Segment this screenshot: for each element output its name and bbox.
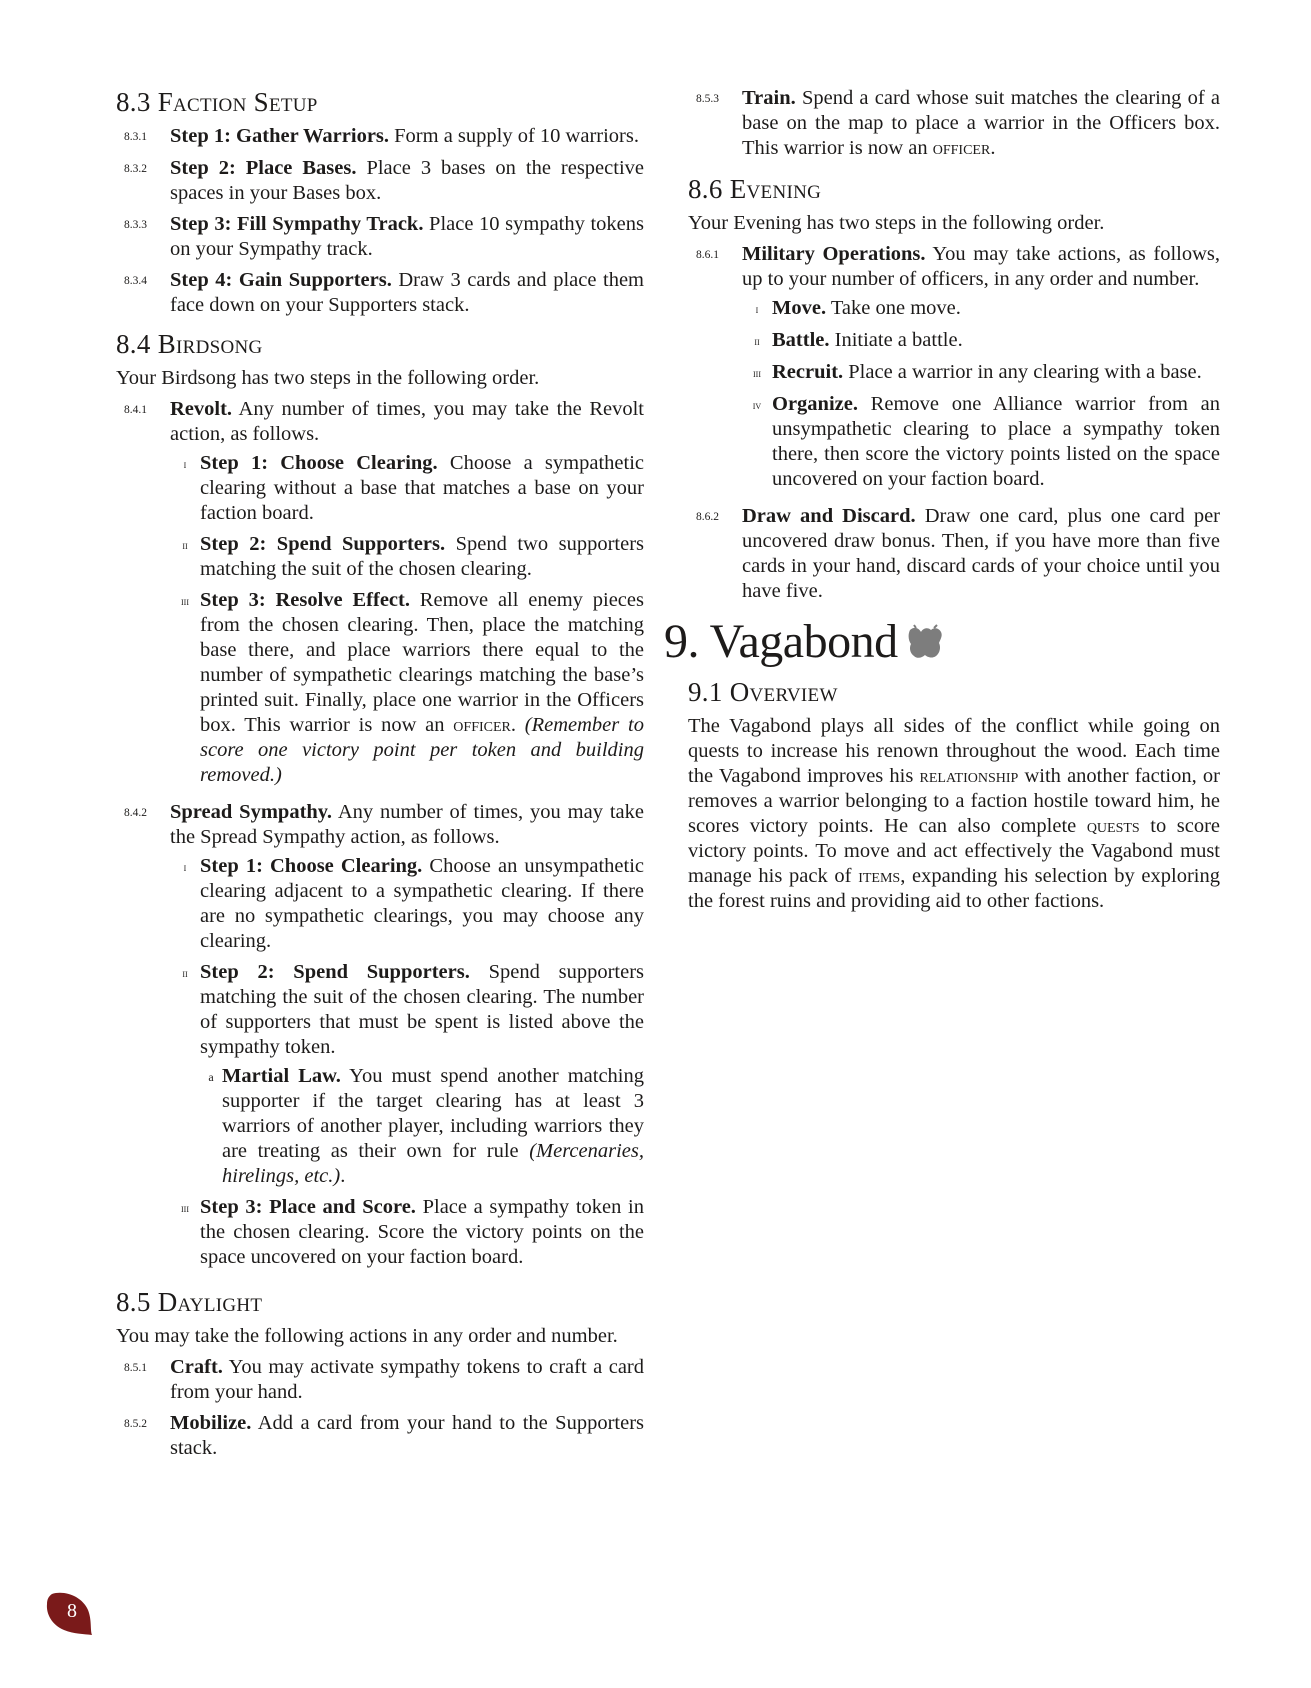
rule-item-spread-sympathy — [116, 800, 644, 1276]
rule-lead: Train. — [742, 87, 796, 109]
rule-text — [742, 242, 1220, 292]
substep — [170, 854, 644, 954]
rule-body: Place 10 sympathy tokens on your Sympathy track. — [170, 213, 645, 260]
rule-lead: Draw and Discard. — [742, 505, 916, 527]
rule-item-revolt — [116, 397, 644, 794]
substep-number: iii — [181, 1201, 189, 1215]
chapter-title: 9. Vagabond — [664, 615, 898, 668]
sub-substep-body: You must spend another matching supporter if the target clearing has at least 3 warriors of another player, including warriors they are treating as their own for rule — [222, 1065, 644, 1162]
substep-number: i — [183, 860, 187, 874]
left-column — [116, 86, 644, 1469]
substep-text — [200, 451, 644, 526]
rule-text — [170, 124, 644, 150]
section-intro: You may take the following actions in any order and number. — [116, 1325, 618, 1347]
reminder-text: (Mercenaries, hirelings, etc.) — [222, 1140, 644, 1187]
section-number: 8.6 — [688, 174, 723, 204]
substep-number: ii — [182, 538, 188, 552]
section-number: 8.3 — [116, 87, 151, 117]
operation-item — [742, 392, 1220, 492]
operation-number: ii — [754, 334, 760, 348]
rule-text — [742, 86, 1220, 161]
sub-substep-body: . — [340, 1165, 346, 1187]
page-number: 8 — [67, 1600, 77, 1622]
rule-number: 8.5.3 — [696, 93, 719, 105]
rule-item — [116, 124, 644, 150]
rule-number: 8.5.2 — [124, 1418, 147, 1430]
sub-substep-lead: Martial Law. — [222, 1065, 341, 1087]
section-heading — [688, 676, 1220, 708]
substep — [170, 588, 644, 788]
rule-lead: Step 1: Gather Warriors. — [170, 125, 390, 147]
substep — [170, 1195, 644, 1270]
right-column — [664, 86, 1220, 922]
substep-body: Choose a sympathetic clearing without a base that matches a base on your faction board. — [200, 452, 644, 524]
rule-body: Form a supply of 10 warriors. — [389, 125, 639, 147]
section-8-6 — [688, 173, 1220, 604]
rule-lead: Step 2: Place Bases. — [170, 157, 357, 179]
keyword: officer — [453, 714, 511, 736]
section-8-4 — [116, 328, 644, 1276]
rule-lead: Mobilize. — [170, 1412, 252, 1434]
operation-body: Initiate a battle. — [829, 329, 963, 351]
rule-number: 8.3.4 — [124, 275, 147, 287]
operation-lead: Battle. — [772, 329, 830, 351]
rule-body: You may take actions, as follows, up to your number of officers, in any order and number. — [742, 243, 1220, 290]
rule-item-military-operations — [688, 242, 1220, 498]
section-heading — [116, 328, 644, 360]
rule-text — [170, 212, 644, 262]
substep-text — [200, 532, 644, 582]
substep-body: . — [510, 714, 525, 736]
rule-number: 8.4.1 — [124, 404, 147, 416]
rule-item — [116, 1411, 644, 1461]
section-intro: Your Evening has two steps in the following order. — [688, 212, 1105, 234]
keyword: items — [858, 865, 901, 887]
section-8-3 — [116, 86, 644, 318]
keyword: officer — [932, 137, 991, 159]
rule-text — [170, 397, 644, 447]
sub-substep-letter: a — [208, 1070, 214, 1084]
rule-body: . — [990, 137, 996, 159]
reminder-text: (Remember to score one victory point per token and building removed.) — [200, 714, 644, 786]
operation-item — [742, 360, 1220, 386]
rule-text — [170, 1355, 644, 1405]
overview-text: to score victory points. To move and act effectively the Vagabond must manage his pack of — [688, 815, 1220, 887]
chapter-heading-vagabond — [664, 614, 1220, 670]
section-number: 8.5 — [116, 1287, 151, 1317]
overview-text: , expanding his selection by exploring the forest ruins and providing aid to other factions. — [688, 865, 1220, 912]
rule-body: Spend a card whose suit matches the clearing of a base on the map to place a warrior in the Officers box. This warrior is now an — [742, 87, 1220, 159]
overview-text: The Vagabond plays all sides of the conflict while going on quests to increase his renown throughout the wood. Each time the Vagabond improves his — [688, 715, 1220, 787]
rule-body: Add a card from your hand to the Supporters stack. — [170, 1412, 644, 1459]
rule-lead: Spread Sympathy. — [170, 801, 333, 823]
section-title: Daylight — [157, 1287, 263, 1317]
substep-lead: Step 2: Spend Supporters. — [200, 533, 446, 555]
substep — [170, 960, 644, 1189]
operation-body: Remove one Alliance warrior from an unsympathetic clearing to place a sympathy token there, then score the victory points listed on the space uncovered on your faction board. — [772, 393, 1220, 490]
keyword: quests — [1086, 815, 1140, 837]
rule-lead: Step 3: Fill Sympathy Track. — [170, 213, 424, 235]
substep-body: Spend supporters matching the suit of the chosen clearing. The number of supporters that must be spent is listed above the sympathy token. — [200, 961, 644, 1058]
section-title: Birdsong — [157, 329, 263, 359]
rule-body: Any number of times, you may take the Revolt action, as follows. — [170, 398, 644, 445]
operation-lead: Recruit. — [772, 361, 844, 383]
substep-number: i — [183, 457, 187, 471]
substep-lead: Step 1: Choose Clearing. — [200, 452, 438, 474]
section-title: Faction Setup — [157, 87, 318, 117]
rule-number: 8.5.1 — [124, 1362, 147, 1374]
substep-text — [200, 1195, 644, 1270]
substep-number: iii — [181, 594, 189, 608]
section-heading — [688, 173, 1220, 205]
sub-substep — [200, 1064, 644, 1189]
operation-text — [772, 296, 1220, 322]
operation-text — [772, 392, 1220, 492]
vagabond-faction-icon — [906, 624, 944, 660]
rule-body: You may activate sympathy tokens to craft a card from your hand. — [170, 1356, 644, 1403]
rule-body: Any number of times, you may take the Spread Sympathy action, as follows. — [170, 801, 644, 848]
section-8-5 — [116, 1286, 644, 1461]
operation-body: Take one move. — [826, 297, 961, 319]
substep-lead: Step 3: Resolve Effect. — [200, 589, 410, 611]
rule-item — [116, 212, 644, 262]
rule-number: 8.3.3 — [124, 219, 147, 231]
substep-text — [200, 588, 644, 788]
rule-lead: Military Operations. — [742, 243, 926, 265]
rule-number: 8.3.1 — [124, 131, 147, 143]
overview-paragraph — [688, 714, 1220, 914]
substep-text — [200, 854, 644, 954]
substep — [170, 532, 644, 582]
substep-lead: Step 3: Place and Score. — [200, 1196, 416, 1218]
rule-item-train — [688, 86, 1220, 161]
rule-body: Place 3 bases on the respective spaces in your Bases box. — [170, 157, 644, 204]
rule-lead: Revolt. — [170, 398, 233, 420]
substep-lead: Step 1: Choose Clearing. — [200, 855, 423, 877]
rule-item — [116, 156, 644, 206]
substep-body: Place a sympathy token in the chosen clearing. Score the victory points on the space uncovered on your faction board. — [200, 1196, 644, 1268]
section-intro: Your Birdsong has two steps in the following order. — [116, 367, 540, 389]
section-heading — [116, 86, 644, 118]
rule-text — [170, 800, 644, 850]
substep-body: Remove all enemy pieces from the chosen clearing. Then, place the matching base there, and place warriors there equal to the number of sympathetic clearings matching the base’s printed suit. Finally, place one warrior in the Officers box. This warrior is now an — [200, 589, 644, 736]
rule-text — [742, 504, 1220, 604]
operation-text — [772, 328, 1220, 354]
keyword: relationship — [919, 765, 1019, 787]
rule-text — [170, 1411, 644, 1461]
section-number: 8.4 — [116, 329, 151, 359]
rule-item-draw-and-discard — [688, 504, 1220, 604]
operation-number: i — [755, 302, 759, 316]
rule-lead: Step 4: Gain Supporters. — [170, 269, 392, 291]
substep-body: Choose an unsympathetic clearing adjacent to a sympathetic clearing. If there are no sympathetic clearings, you may choose any clearing. — [200, 855, 644, 952]
rule-number: 8.6.2 — [696, 511, 719, 523]
rule-number: 8.6.1 — [696, 249, 719, 261]
overview-text: with another faction, or removes a warrior belonging to a faction hostile toward him, he scores victory points. He can also complete — [688, 765, 1220, 837]
section-title: Evening — [729, 174, 822, 204]
operation-lead: Organize. — [772, 393, 858, 415]
sub-substep-text — [222, 1064, 644, 1189]
substep-lead: Step 2: Spend Supporters. — [200, 961, 470, 983]
rule-item — [116, 268, 644, 318]
operation-number: iv — [752, 398, 762, 412]
section-heading — [116, 1286, 644, 1318]
operation-number: iii — [753, 366, 761, 380]
section-number: 9.1 — [688, 677, 723, 707]
section-title: Overview — [729, 677, 838, 707]
rule-body: Draw 3 cards and place them face down on your Supporters stack. — [170, 269, 644, 316]
rule-lead: Craft. — [170, 1356, 223, 1378]
operation-item — [742, 328, 1220, 354]
rule-number: 8.3.2 — [124, 163, 147, 175]
operation-lead: Move. — [772, 297, 827, 319]
substep — [170, 451, 644, 526]
substep-text — [200, 960, 644, 1060]
substep-body: Spend two supporters matching the suit of the chosen clearing. — [200, 533, 644, 580]
rule-body: Draw one card, plus one card per uncovered draw bonus. Then, if you have more than five cards in your hand, discard cards of your choice until you have five. — [742, 505, 1220, 602]
operation-body: Place a warrior in any clearing with a base. — [843, 361, 1202, 383]
rule-text — [170, 156, 644, 206]
operation-text — [772, 360, 1220, 386]
rule-number: 8.4.2 — [124, 807, 147, 819]
operation-item — [742, 296, 1220, 322]
rule-item — [116, 1355, 644, 1405]
substep-number: ii — [182, 966, 188, 980]
section-9-1 — [688, 676, 1220, 914]
rule-text — [170, 268, 644, 318]
